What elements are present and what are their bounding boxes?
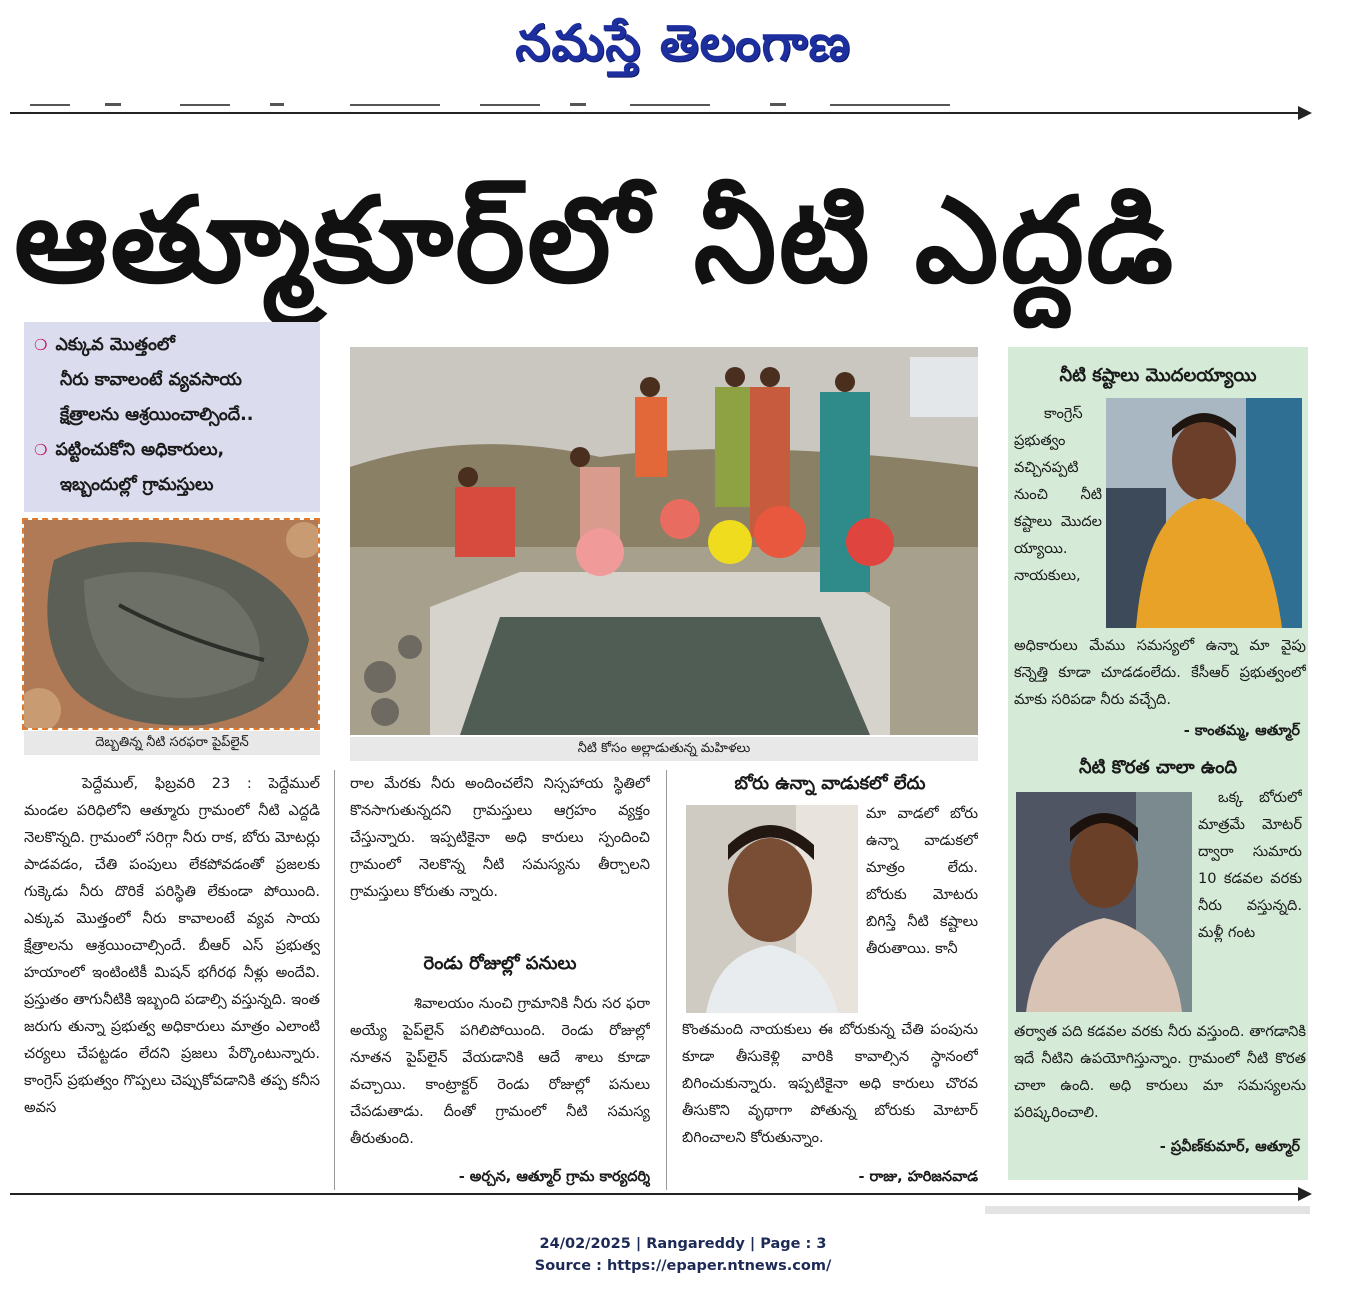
man-portrait-image xyxy=(686,805,858,1013)
article-column-2: రాల మేరకు నీరు అందించలేని నిస్సహాయ స్థితిలో కొనసాగుతున్నదని గ్రామస్తులు ఆగ్రహం వ్యక్తం చేస్తున్నారు. ఇప్పటికైనా అధి కారులు స్పందించి గ్రామంలో నెలకొన్న నీటి సమస్యను తీర్చాలని గ్రామస్తులు కోరుతు న్నారు. xyxy=(350,775,650,900)
highlight-item-2 xyxy=(34,433,310,468)
page-footer xyxy=(0,1233,1366,1277)
column-divider xyxy=(334,770,335,1190)
damaged-pipeline-image xyxy=(24,520,320,730)
top-rule xyxy=(10,112,1300,114)
women-water-tank-image xyxy=(350,347,978,735)
footer-source-label: Source : xyxy=(534,1258,607,1274)
highlight-text: నీరు కావాలంటే వ్యవసాయ xyxy=(60,370,242,390)
masthead-strip-marks xyxy=(10,101,970,106)
highlight-text: పట్టించుకోని అధికారులు, xyxy=(55,440,225,460)
bullet-circle-icon: ❍ xyxy=(34,441,48,459)
sidebar1-bottom-text: అధికారులు మేము సమస్యలో ఉన్నా మా వైపు కన్నెత్తి కూడా చూడడంలేదు. కేసీఆర్ ప్రభుత్వంలో మాకు సరిపడా నీరు వచ్చేది. xyxy=(1014,637,1306,708)
women-fetching-water-photo xyxy=(350,347,978,735)
highlight-text: ఎక్కువ మొత్తంలో xyxy=(55,335,175,355)
bottom-rule xyxy=(10,1193,1300,1195)
kanthamma-portrait-photo xyxy=(1106,398,1302,628)
repairs-subheading: రెండు రోజుల్లో పనులు xyxy=(423,953,577,974)
sidebar2-side-text: ఒక్క బోరులో మాత్రమే మోటర్ ద్వారా సుమారు 10 కడవల వరకు నీరు వస్తున్నది. మళ్లీ గంట xyxy=(1198,789,1302,941)
sidebar2-signature: - ప్రవీణ్‌కుమార్, ఆత్మూర్ xyxy=(1159,1139,1300,1155)
highlight-text: ఇబ్బందుల్లో గ్రామస్తులు xyxy=(60,475,214,495)
sidebar1-side-text: కాంగ్రెస్ ప్రభుత్వం వచ్చినప్పటి నుంచి నీటి కష్టాలు మొదల య్యాయి. నాయకులు, xyxy=(1014,405,1102,584)
highlight-text: క్షేత్రాలను ఆశ్రయించాల్సిందే.. xyxy=(60,405,254,425)
main-headline: ఆత్మూకూర్‌లో నీటి ఎద్దడి xyxy=(14,171,1176,309)
sidebar2-bottom-text: తర్వాత పది కడవల వరకు నీరు వస్తుంది. తాగడానికి ఇదే నీటిని ఉపయోగిస్తున్నాం. గ్రామంలో నీటి కొరత చాలా ఉంది. అధి కారులు మా సమస్యలను పరిష్కరించాలి. xyxy=(1014,1023,1306,1121)
masthead-strip xyxy=(10,96,970,106)
bore-subheading: బోరు ఉన్నా వాడుకలో లేదు xyxy=(734,773,926,794)
repairs-text: శివాలయం నుంచి గ్రామానికి నీరు సర ఫరా అయ్యే పైప్‌లైన్ పగిలిపోయింది. రెండు రోజుల్లో నూతన పైప్‌లైన్ వేయడానికి ఆదే శాలు కూడా వచ్చాయి. కాంట్రాక్టర్ రెండు రోజుల్లో పనులు చేపడుతాడు. దీంతో గ్రామంలో నీటి సమస్య తీరుతుంది. xyxy=(350,995,650,1147)
pipeline-photo xyxy=(22,518,320,730)
woman-portrait-image xyxy=(1106,398,1302,628)
sidebar1-signature: - కాంతమ్మ, ఆత్మూర్ xyxy=(1183,723,1300,739)
young-man-portrait-image xyxy=(1016,792,1192,1012)
repairs-signature: - అర్చన, ఆత్మూర్ గ్రామ కార్యదర్శి xyxy=(458,1169,650,1185)
bore-bottom-text: కొంతమంది నాయకులు ఈ బోరుకున్న చేతి పంపును కూడా తీసుకెళ్లి వారికి కావాల్సిన స్థానంలో బిగించుకున్నారు. ఇప్పటికైనా అధి కారులు చొరవ తీసుకొని వృథాగా పోతున్న బోరుకు మోటార్ బిగించాలని కోరుతున్నాం. xyxy=(682,1021,978,1146)
column-divider xyxy=(666,770,667,1190)
bullet-circle-icon: ❍ xyxy=(34,336,48,354)
raju-portrait-photo xyxy=(686,805,858,1013)
sidebar1-subheading: నీటి కష్టాలు మొదలయ్యాయి xyxy=(1059,365,1257,386)
article-column-1: పెద్దేముల్, ఫిబ్రవరి 23 : పెద్దేముల్ మండల పరిధిలోని ఆత్మూరు గ్రామంలో నీటి ఎద్దడి నెలకొన్నది. గ్రామంలో సరిగ్గా నీరు రాక, బోరు మోటర్లు పాడవడం, చేతి పంపులు లేకపోవడంతో ప్రజలకు గుక్కెడు నీరు దొరికే పరిస్థితి లేకుండా పోయింది. ఎక్కువ మొత్తంలో నీరు కావాలంటే వ్యవ సాయ క్షేత్రాలను ఆశ్రయించాల్సిందే. బీఆర్ ఎస్ ప్రభుత్వ హయాంలో ఇంటింటికీ మిషన్ భగీరథ నీళ్లు అందేవి. ప్రస్తుతం తాగునీటికి ఇబ్బంది పడాల్సి వస్తున్నది. ఇంత జరుగు తున్నా ప్రభుత్వ అధికారులు మాత్రం ఎలాంటి చర్యలు చేపట్టడం లేదని ప్రజలు పేర్కొంటున్నారు. కాంగ్రెస్ ప్రభుత్వం గొప్పలు చెప్పుకోవడానికి తప్ప కనీస అవస xyxy=(24,775,320,1116)
highlight-item-1 xyxy=(34,328,310,363)
newspaper-masthead: నమస్తే తెలంగాణ xyxy=(515,13,851,72)
footer-date-edition: 24/02/2025 | Rangareddy | Page : 3 xyxy=(539,1236,827,1252)
bottom-strip xyxy=(985,1206,1310,1214)
women-caption: నీటి కోసం అల్లాడుతున్న మహిళలు xyxy=(350,737,978,761)
footer-source xyxy=(0,1255,1366,1277)
bore-side-text: మా వాడలో బోరు ఉన్నా వాడుకలో మాత్రం లేదు. బోరుకు మోటరు బిగిస్తే నీటి కష్టాలు తీరుతాయి. కానీ xyxy=(866,805,978,957)
footer-source-link[interactable]: https://epaper.ntnews.com/ xyxy=(606,1258,832,1274)
praveen-portrait-photo xyxy=(1016,792,1192,1012)
bore-signature: - రాజు, హరిజనవాడ xyxy=(858,1169,978,1185)
pipeline-caption: దెబ్బతిన్న నీటి సరఫరా పైప్‌లైన్ xyxy=(24,731,320,755)
highlights-box xyxy=(24,322,320,512)
sidebar2-subheading: నీటి కొరత చాలా ఉంది xyxy=(1078,757,1238,778)
